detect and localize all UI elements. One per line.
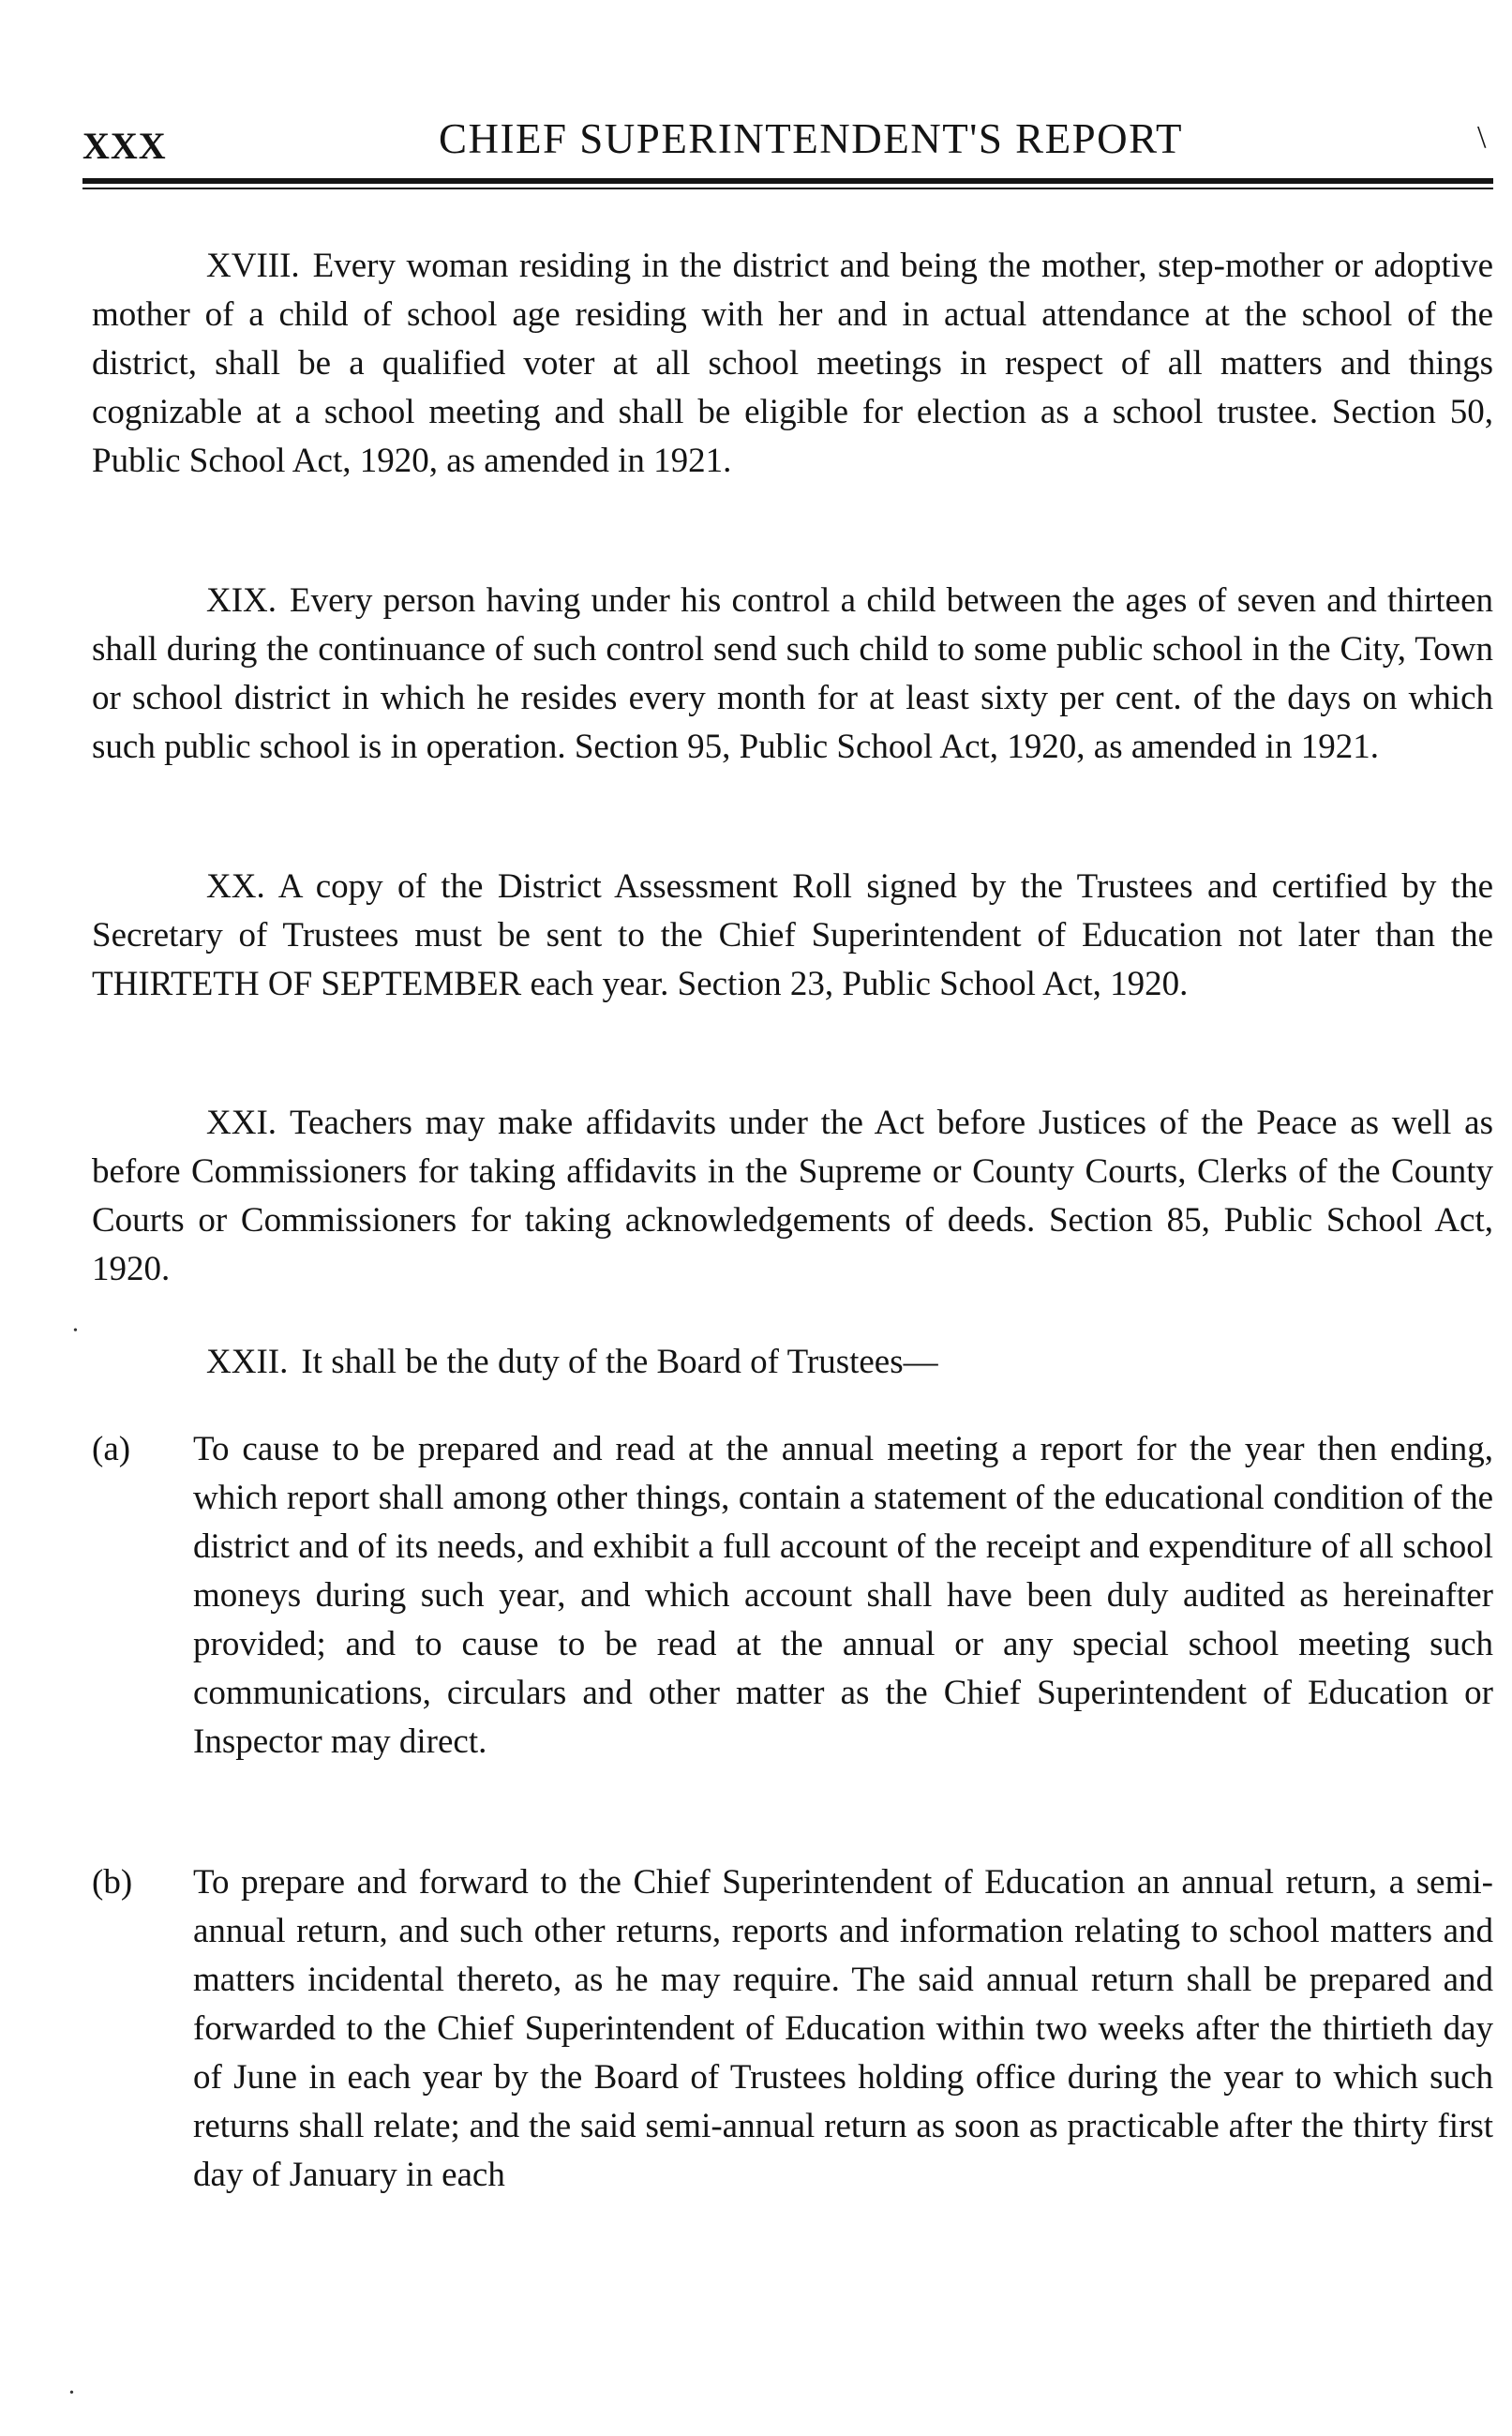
scan-speck: •	[73, 1324, 78, 1338]
section-numeral: XX.	[206, 867, 265, 906]
section-text: Every woman residing in the district and being the mother, step-mother or adoptive mother of a child of school age residing with her and in actual attendance at the school of the district, shall be a qualified voter at all school meetings in respect of all matters and things cognizable at a school meeting and shall be eligible for election as a school trustee. Section 50, Public School Act, 1920, as amended in 1921.	[92, 247, 1493, 480]
section-xix	[92, 577, 1493, 772]
section-xx	[92, 863, 1493, 1009]
section-text: Every person having under his control a child between the ages of seven and thirteen shall during the continuance of such control send such child to some public school in the City, Town or school district in which he resides every month for at least sixty per cent. of the days on which such public school is in operation. Section 95, Public School Act, 1920, as amended in 1921.	[92, 581, 1493, 766]
section-numeral: XXI.	[206, 1104, 277, 1142]
scan-speck: •	[69, 2386, 74, 2400]
section-xxi	[92, 1099, 1493, 1294]
header-title: CHIEF SUPERINTENDENT'S REPORT	[439, 115, 1183, 162]
header-mark: \	[1477, 120, 1487, 155]
section-numeral: XVIII.	[206, 247, 300, 285]
page-number: XXX	[82, 125, 167, 167]
running-head	[82, 111, 1493, 176]
subsection-label: (b)	[92, 1863, 133, 1902]
section-text: A copy of the District Assessment Roll signed by the Trustees and certified by the Secretary of Trustees must be sent to the Chief Superintendent of Education not later than the THIRTETH OF SEPTEMBER each year. Section 23, Public School Act, 1920.	[92, 867, 1493, 1003]
subsection-label: (a)	[92, 1430, 131, 1468]
section-text: It shall be the duty of the Board of Trustees—	[301, 1343, 938, 1381]
section-numeral: XIX.	[206, 581, 277, 620]
section-numeral: XXII.	[206, 1343, 289, 1381]
subsection-text: To prepare and forward to the Chief Superintendent of Education an annual return, a semi-annual return, and such other returns, reports and information relating to school matters and matters incidental thereto, as he may require. The said annual return shall be prepared and forwarded to the Chief Superintendent of Education within two weeks after the thirtieth day of June in each year by the Board of Trustees holding office during the year to which such returns shall relate; and the said semi-annual return as soon as practicable after the thirty first day of January in each	[193, 1863, 1493, 2194]
section-xviii	[92, 242, 1493, 486]
section-xxii	[92, 1338, 1493, 1387]
section-text: Teachers may make affidavits under the Act before Justices of the Peace as well as before Commissioners for taking affidavits in the Supreme or County Courts, Clerks of the County Courts or Commissioners for taking acknowledgements of deeds. Section 85, Public School Act, 1920.	[92, 1104, 1493, 1288]
subsection-text: To cause to be prepared and read at the annual meeting a report for the year then ending, which report shall among other things, contain a statement of the educational condition of the district and of its needs, and exhibit a full account of the receipt and expenditure of all school moneys during such year, and which account shall have been duly audited as hereinafter provided; and to cause to be read at the annual or any special school meeting such communications, circulars and other matter as the Chief Superintendent of Education or Inspector may direct.	[193, 1430, 1493, 1761]
header-rule-thin	[82, 188, 1493, 189]
header-rule	[82, 178, 1493, 184]
